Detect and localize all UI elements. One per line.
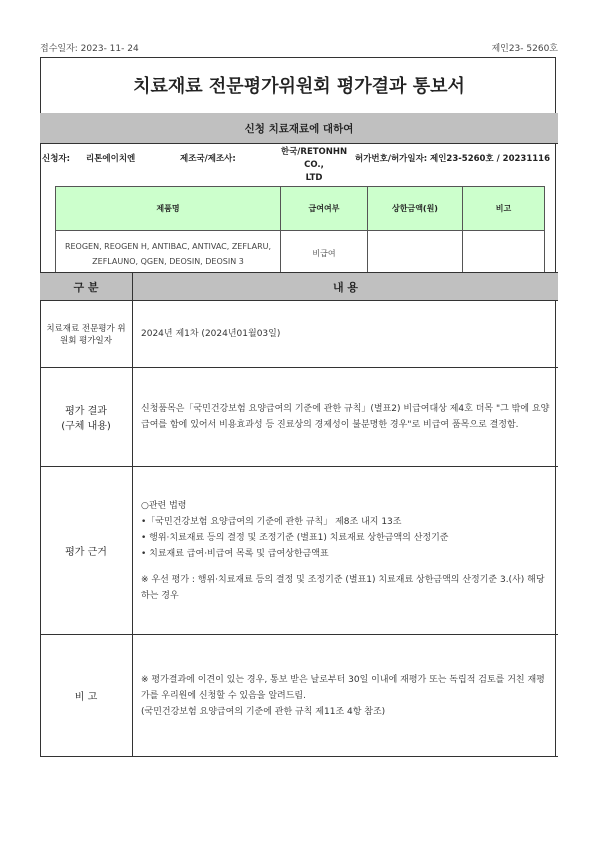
content-line: • 치료재료 급여·비급여 목록 및 급여상한금액표 xyxy=(141,548,329,559)
row-content-remarks xyxy=(133,635,558,757)
section-title: 신청 치료재료에 대하여 xyxy=(40,113,558,144)
row-content-eval-result xyxy=(133,368,558,467)
maker-value-line1: 한국/RETONHN CO., xyxy=(280,147,348,170)
product-table-header xyxy=(56,187,545,231)
content-line: •「국민건강보험 요양급여의 기준에 관한 규칙」 제8조 내지 13조 xyxy=(141,516,402,527)
coverage-value: 비급여 xyxy=(281,231,368,277)
applicant-label: 신청자: xyxy=(42,154,71,164)
spacer xyxy=(141,562,550,572)
row-content-eval-date xyxy=(133,300,558,368)
content-line: 2024년 제1차 (2024년01월03일) xyxy=(141,328,281,339)
content-line: • 행위·치료재료 등의 결정 및 조정기준 (별표1) 치료재료 상한금액의 산정기준 xyxy=(141,532,449,543)
product-table xyxy=(55,186,545,277)
note-value xyxy=(463,231,545,277)
maker-value xyxy=(275,146,353,185)
header-coverage: 급여여부 xyxy=(281,187,368,231)
content-line: ※ 우선 평가 : 행위·치료재료 등의 결정 및 조정기준 (별표1) 치료재료 상한금액의 산정기준 3.(사) 해당하는 경우 xyxy=(141,574,545,601)
maker-value-line2: LTD xyxy=(305,173,323,183)
receipt-date: 접수일자: 2023- 11- 24 xyxy=(40,44,139,54)
permit-value: 제인23-5260호 / 20231116 xyxy=(430,154,550,164)
price-value xyxy=(368,231,463,277)
content-line: (국민건강보험 요양급여의 기준에 관한 규칙 제11조 4항 참조) xyxy=(141,706,386,717)
row-label-eval-result: 평가 결과 (구체 내용) xyxy=(40,368,133,467)
header-price: 상한금액(원) xyxy=(368,187,463,231)
content-line: ○관련 법령 xyxy=(141,500,187,511)
content-line: ※ 평가결과에 이견이 있는 경우, 통보 받은 날로부터 30일 이내에 재평가 또는 독립적 검토를 거친 재평가를 우리원에 신청할 수 있음을 알려드림. xyxy=(141,674,545,701)
maker-label: 제조국/제조사: xyxy=(180,154,236,164)
category-header: 구 분 xyxy=(40,272,133,301)
product-name-line1: REOGEN, REOGEN H, ANTIBAC, ANTIVAC, ZEFLARU, xyxy=(64,241,272,251)
row-label-remarks: 비 고 xyxy=(40,635,133,757)
permit-label: 허가번호/허가일자: xyxy=(355,154,428,164)
header-product-name: 제품명 xyxy=(56,187,281,231)
product-name xyxy=(56,231,281,277)
row-content-eval-basis xyxy=(133,467,558,635)
table-row xyxy=(56,231,545,277)
header-note: 비고 xyxy=(463,187,545,231)
applicant-value: 리톤에이치엔 xyxy=(86,154,136,164)
document-title: 치료재료 전문평가위원회 평가결과 통보서 xyxy=(40,57,558,114)
content-line: 신청품목은「국민건강보험 요양급여의 기준에 관한 규칙」(별표2) 비급여대상 제4호 더목 "그 밖에 요양급여를 함에 있어서 비용효과성 등 진료상의 경제성이 불분명한 경우"로 비급여 품목으로 결정함. xyxy=(141,404,550,430)
document-number: 제인23- 5260호 xyxy=(491,44,558,54)
row-label-eval-basis: 평가 근거 xyxy=(40,467,133,635)
content-header: 내 용 xyxy=(133,272,558,301)
row-label-eval-date: 치료재료 전문평가 위원회 평가일자 xyxy=(40,300,133,368)
product-name-line2: ZEFLAUNO, QGEN, DEOSIN, DEOSIN 3 xyxy=(92,256,244,266)
